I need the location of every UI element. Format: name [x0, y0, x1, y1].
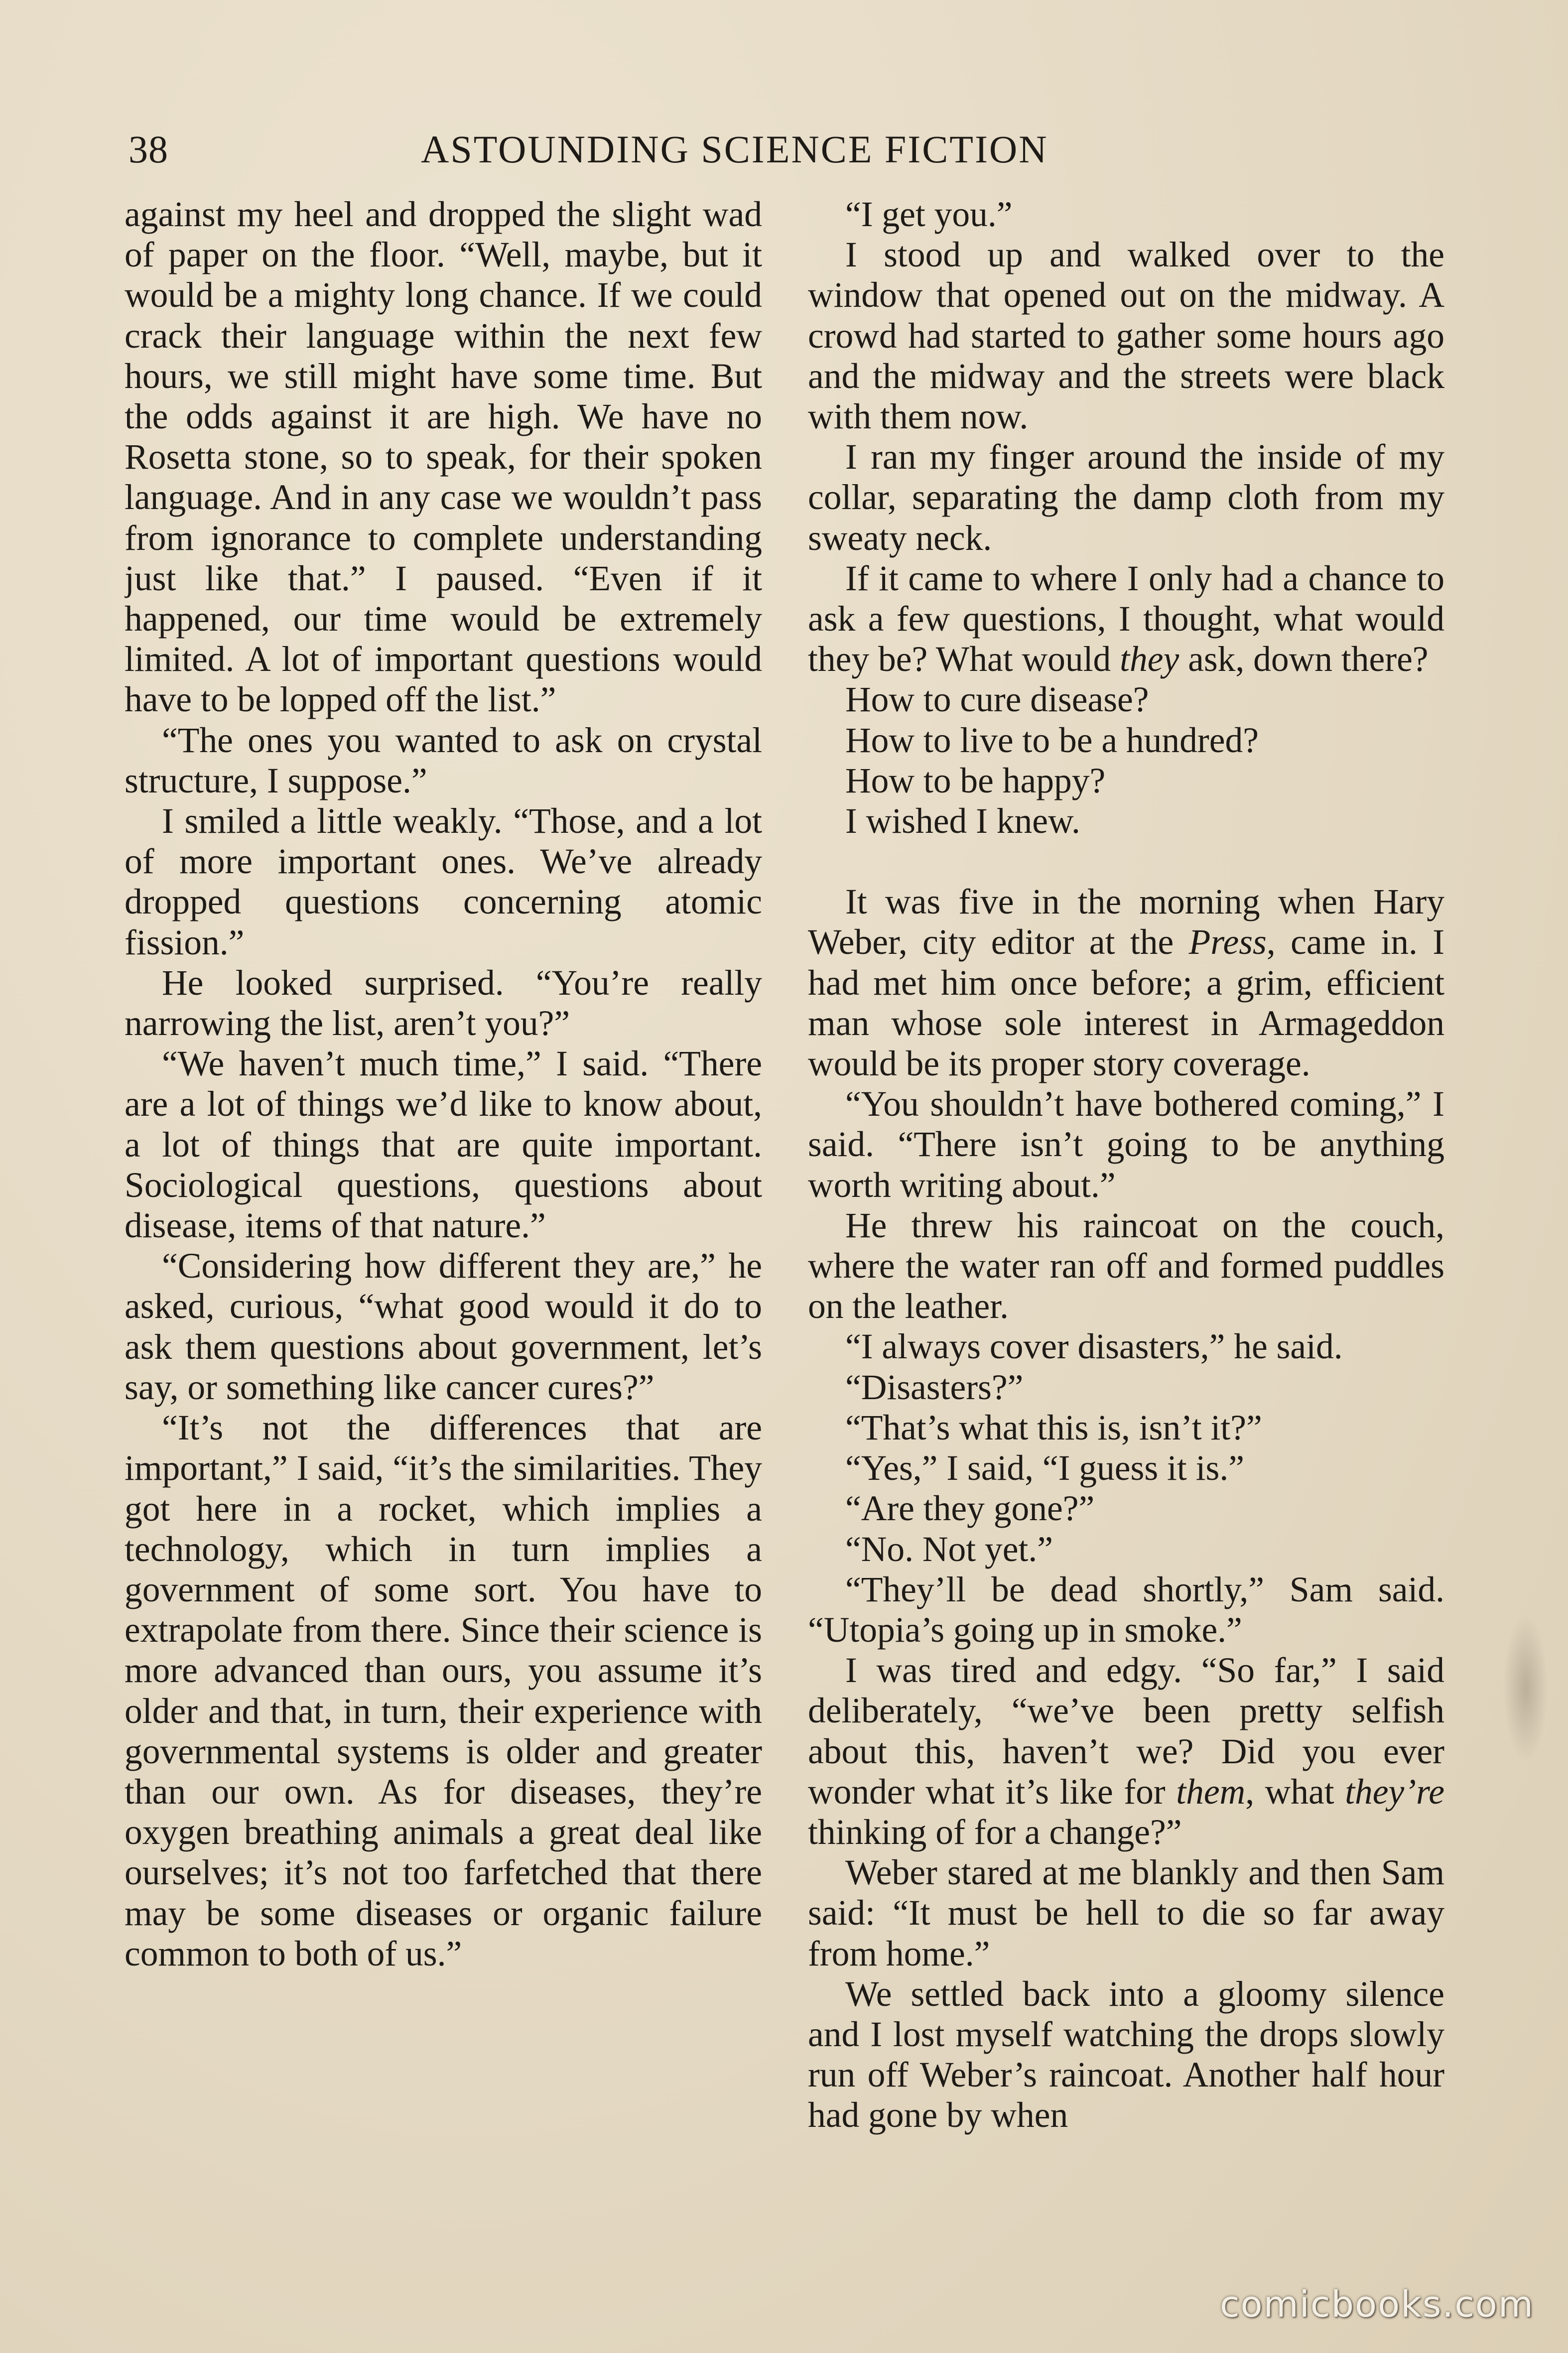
paragraph — [808, 1650, 1444, 1852]
paragraph: “It’s not the differences that are important,” I said, “it’s the similarities. They got here in a rocket, which implies a technology, which in turn implies a government of some sort. You have to extrapolate from there. Since their science is more advanced than ours, you assume it’s older and that, in turn, their experience with governmental systems is older and greater than our own. As for diseases, they’re oxygen breathing animals a great deal like ourselves; it’s not too farfetched that there may be some diseases or organic failure common to both of us.” — [125, 1408, 762, 1973]
paragraph: “They’ll be dead shortly,” Sam said. “Utopia’s going up in smoke.” — [808, 1569, 1444, 1650]
text-run: , came in. I had met him once before; a grim, efficient man whose sole interest in Armageddon would be its proper story coverage. — [808, 922, 1444, 1084]
left-column — [125, 194, 762, 2226]
list-item: How to cure disease? — [845, 680, 1149, 720]
paragraph: “No. Not yet.” — [845, 1529, 1053, 1569]
text-run: If it came to where I only had a chance to ask a few questions, I thought, what would they be? What would — [808, 558, 1444, 679]
list-item: How to be happy? — [845, 761, 1106, 800]
watermark: comicbooks.com — [1219, 2283, 1534, 2325]
right-column — [808, 194, 1444, 2226]
paragraph: “I get you.” — [845, 195, 1013, 234]
italic-text: they — [1120, 640, 1179, 679]
running-head: ASTOUNDING SCIENCE FICTION — [421, 128, 1048, 171]
paragraph: “I always cover disasters,” he said. — [845, 1327, 1343, 1367]
italic-text: them — [1176, 1772, 1246, 1812]
paragraph: I ran my finger around the inside of my collar, separating the damp cloth from my sweaty neck. — [808, 437, 1444, 558]
paragraph: I smiled a little weakly. “Those, and a lot of more important ones. We’ve already dropped questions concerning atomic fission.” — [125, 801, 762, 962]
text-run: thinking of for a change?” — [808, 1812, 1182, 1852]
text-run: , what — [1245, 1772, 1345, 1812]
paragraph — [808, 882, 1444, 1084]
paragraph: I stood up and walked over to the window that opened out on the midway. A crowd had started to gather some hours ago and the midway and the streets were black with them now. — [808, 235, 1444, 437]
italic-text: Press — [1188, 922, 1267, 962]
paragraph: He looked surprised. “You’re really narrowing the list, aren’t you?” — [125, 963, 762, 1044]
paragraph: We settled back into a gloomy silence and I lost myself watching the drops slowly run off Weber’s raincoat. Another half hour had gone by when — [808, 1974, 1444, 2135]
paragraph: “That’s what this is, isn’t it?” — [845, 1408, 1262, 1447]
paragraph: “We haven’t much time,” I said. “There are a lot of things we’d like to know about, a lot of things that are quite important. Sociological questions, questions about disease, items of that nature.” — [125, 1044, 762, 1246]
paragraph: Weber stared at me blankly and then Sam said: “It must be hell to die so far away from home.” — [808, 1853, 1444, 1973]
paragraph: against my heel and dropped the slight wad of paper on the floor. “Well, maybe, but it would be a mighty long chance. If we could crack their language within the next few hours, we still might have some time. But the odds against it are high. We have no Rosetta stone, so to speak, for their spoken language. And in any case we wouldn’t pass from ignorance to complete understanding just like that.” I paused. “Even if it happened, our time would be extremely limited. A lot of important questions would have to be lopped off the list.” — [125, 195, 762, 720]
paragraph: “Yes,” I said, “I guess it is.” — [845, 1448, 1244, 1488]
paragraph: He threw his raincoat on the couch, where the water ran off and formed puddles on the leather. — [808, 1205, 1444, 1326]
italic-text: they’re — [1345, 1772, 1444, 1812]
text-run: ask, down there? — [1179, 640, 1429, 679]
paragraph: “You shouldn’t have bothered coming,” I said. “There isn’t going to be anything worth writing about.” — [808, 1084, 1444, 1205]
page-number: 38 — [129, 128, 168, 171]
paragraph: “Are they gone?” — [845, 1489, 1095, 1529]
page-smudge — [1503, 1614, 1548, 1763]
paragraph — [808, 558, 1444, 680]
paragraph: “Considering how different they are,” he asked, curious, “what good would it do to ask them questions about government, let’s say, or something like cancer cures?” — [125, 1246, 762, 1407]
list-item: I wished I knew. — [845, 801, 1080, 841]
list-item: How to live to be a hundred? — [845, 720, 1259, 760]
text-run: I was tired and edgy. “So far,” I said deliberately, “we’ve been pretty selfish about this, haven’t we? Did you ever wonder what it’s like for — [808, 1651, 1444, 1812]
paragraph: “The ones you wanted to ask on crystal structure, I suppose.” — [125, 720, 762, 800]
paragraph: “Disasters?” — [845, 1367, 1024, 1407]
text-run: It was five in the morning when Hary Weber, city editor at the — [808, 882, 1444, 962]
